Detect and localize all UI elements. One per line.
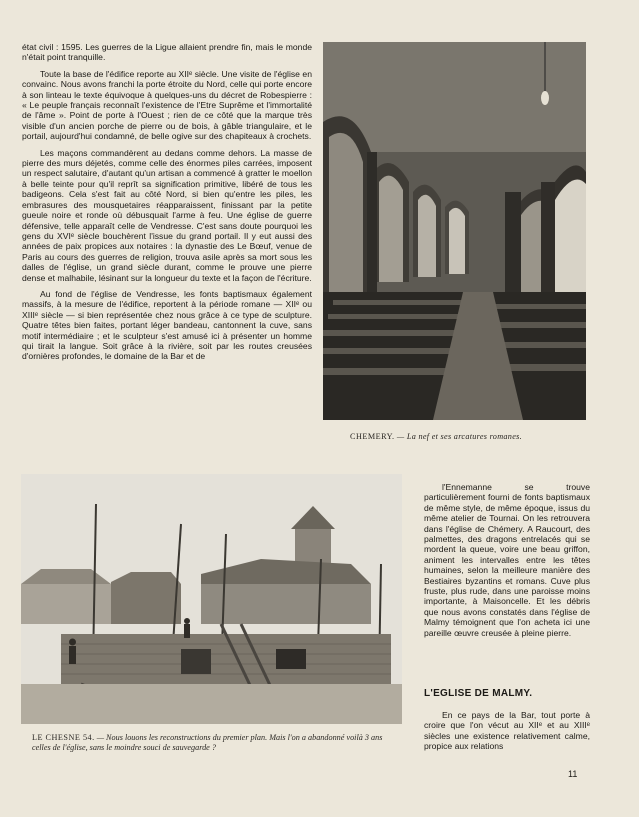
village-illustration: [21, 474, 402, 724]
paragraph: En ce pays de la Bar, tout porte à croire que l'on vécut au XIIᵉ et au XIIIᵉ siècles une existence relativement calme, propice aux relations: [424, 710, 590, 752]
paragraph: Au fond de l'église de Vendresse, les fonts baptismaux également massifs, à la mesure de l'édifice, reportent à la période romane — XIIᵉ ou XIIIᵉ siècle — si bien représentée chez nous grâce à ce type de sculpture. Quatre têtes bien faites, portant léger bandeau, cantonnent la cuve, sans motif intermédiaire ; et le sculpteur s'est amusé ici à présenter un homme qui tirait la langue. Soit grâce à la rivière, soit par les routes creusées d'ornières profondes, le domaine de la Bar et de: [22, 288, 312, 362]
caption-text: — Nous louons les reconstructions du premier plan. Mais l'on a abandonné voilà 3 ans celles de l'église, sans le moindre souci de sauvegarde ?: [32, 733, 383, 752]
church-nave-photo: [323, 42, 586, 420]
section-heading: L'EGLISE DE MALMY.: [424, 688, 533, 699]
village-photo-caption: [32, 733, 400, 753]
paragraph: état civil : 1595. Les guerres de la Ligue allaient prendre fin, mais le monde n'était point tranquille.: [22, 42, 312, 63]
village-reconstruction-photo: [21, 474, 402, 724]
caption-text: — La nef et ses arcatures romanes.: [394, 432, 522, 441]
right-text-column-continued: [424, 710, 590, 758]
caption-place: CHEMERY.: [350, 432, 395, 441]
left-text-column: [22, 42, 312, 368]
nave-photo-caption: [350, 432, 590, 442]
paragraph: Les maçons commandèrent au dedans comme dehors. La masse de pierre des murs déjetés, comme celle des énormes piles carrées, imposent un respect salutaire, d'autant qu'un artisan a commencé à gratter le moellon à belle teinte pour qu'il reprît sa signification primitive, libéré de tous les badigeons. Cela s'est fait au côté Nord, si bien qu'entre les piles, les embrasures des mousquetaires réapparaissent, finissant par la petite gueule noire et ronde où débusquait l'arme à feu. Une église de guerre défensive, telle apparaît celle de Vendresse. C'est sans doute pourquoi les gens du XVIᵉ siècle bouchèrent l'issue du grand portail. Il y eut aussi des années de paix propices aux notaires : la dynastie des Le Bœuf, venue de Paris au cours des guerres de religion, trouva asile après sa mort sous les dalles de l'église, un grand siècle durant, comme le prouve une pierre dense et malhabile, lésinant sur la longueur du texte et la façon de l'écriture.: [22, 147, 312, 283]
paragraph: Toute la base de l'édifice reporte au XIIᵉ siècle. Une visite de l'église en convainc. Nous avons franchi la porte étroite du Nord, celle qui porte encore à son linteau le texte équivoque à quelques-uns du décret de Robespierre : « Le peuple français reconnaît l'existence de l'Etre Suprême et l'immortalité de l'âme ». Point de porte à l'Ouest ; rien de ce côté que la marque très visible d'un ancien porche de pierre ou de bois, à gâble triangulaire, et le portail, aujourd'hui condamné, de belle ogive sur des chapiteaux à crochets.: [22, 68, 312, 142]
caption-place: LE CHESNE 54.: [32, 733, 95, 742]
paragraph: l'Ennemanne se trouve particulièrement fourni de fonts baptismaux de même style, de même époque, issus du même atelier de Tournai. On les retrouvera dans l'église de Chémery. A Raucourt, des palmettes, des dragons entrelacés qui se mordent la queue, voire une beau griffon, animent les intervalles entre les têtes humaines, selon la meilleure manière des Bestiaires byzantins et romans. Cuve plus fruste, plus rude, dans une paroisse moins importante, à Maisoncelle. Et les débris que nous avons constatés dans l'église de Malmy témoignent que l'on acheta ici une pareille œuvre creusée à pleine pierre.: [424, 482, 590, 638]
right-text-column: [424, 482, 590, 638]
page-number: 11: [568, 769, 578, 779]
nave-illustration: [323, 42, 586, 420]
